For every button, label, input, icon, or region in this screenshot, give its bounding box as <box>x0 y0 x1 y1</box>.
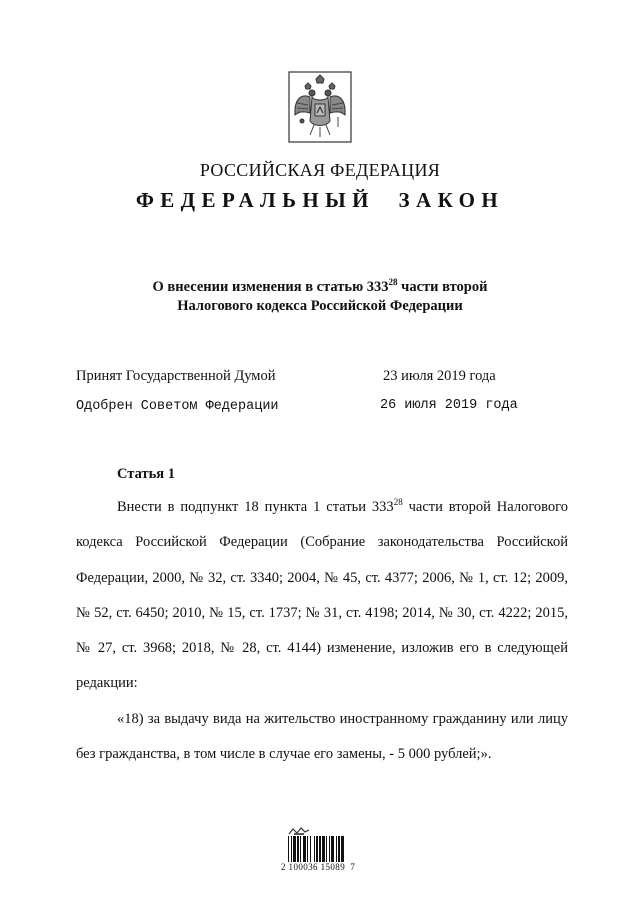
law-title-line1-end: части второй <box>397 279 488 295</box>
law-title-superscript: 28 <box>388 277 398 288</box>
duma-adoption-label: Принят Государственной Думой <box>76 368 276 384</box>
paragraph-1-start: Внести в подпункт 18 пункта 1 статьи 333 <box>117 499 394 515</box>
barcode <box>287 836 367 862</box>
paragraph-1-superscript: 28 <box>393 497 403 508</box>
duma-adoption-date: 23 июля 2019 года <box>383 368 496 384</box>
article-paragraph-2: «18) за выдачу вида на жительство иностранному гражданину или лицу без гражданства, в том числе в случае его замены, - 5 000 рублей;». <box>76 711 568 763</box>
barcode-number: 2 100036 15089 7 <box>281 862 356 872</box>
law-title-line1-text: О внесении изменения в статью 333 <box>152 279 389 295</box>
article-heading: Статья 1 <box>117 466 175 482</box>
paragraph-1-rest: части второй Налогового кодекса Российской Федерации (Собрание законодательства Российской Федерации, 2000, № 32, ст. 3340; 2004, № 45, ст. 4377; 2006, № 1, ст. 12; 2009, № 52, ст. 6450; 2010, № 15, ст. 1737; № 31, ст. 4198; 2014, № 30, ст. 4222; 2015, № 27, ст. 3968; 2018, № 28, ст. 4144) изменение, изложив его в следующей редакции: <box>76 499 569 692</box>
council-approval-label: Одобрен Советом Федерации <box>76 399 279 414</box>
registration-stamp-icon <box>288 826 310 836</box>
country-name: РОССИЙСКАЯ ФЕДЕРАЦИЯ <box>199 160 441 180</box>
law-type-heading: ФЕДЕРАЛЬНЫЙ ЗАКОН <box>135 188 505 212</box>
law-title-line2: Налогового кодекса Российской Федерации <box>177 298 463 314</box>
coat-of-arms-icon <box>288 71 352 143</box>
law-title <box>100 278 540 316</box>
council-approval-date: 26 июля 2019 года <box>380 398 518 413</box>
article-paragraph-1 <box>76 490 568 702</box>
